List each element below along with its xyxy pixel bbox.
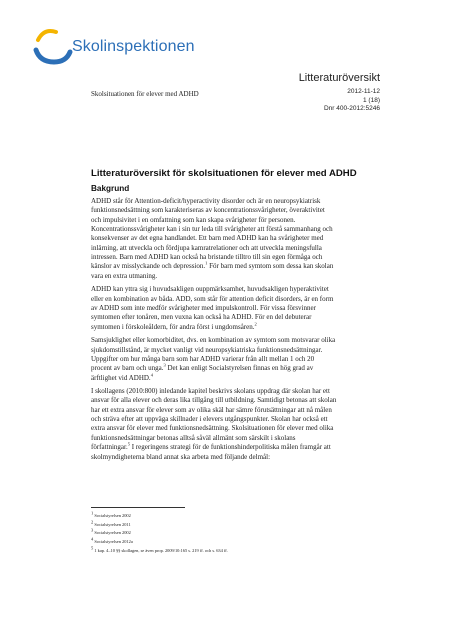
text-line: Samsjuklighet eller komorbiditet, dvs. en kombination av symtom som motsvarar olika — [91, 336, 336, 345]
text-line — [91, 262, 381, 271]
text-line: extra ansvar för elever med funktionsnedsättning. Skolsituationen för elever med olika — [91, 424, 334, 433]
footnote-ref: 5 — [127, 441, 130, 447]
document-type: Litteraturöversikt — [298, 72, 380, 84]
paragraph-4 — [91, 387, 381, 462]
paragraph-3 — [91, 336, 381, 383]
text-line: symtomen efter tonåren, men vuxna kan också ha ADHD. För en del debuterar — [91, 313, 312, 322]
footnote-text: Socialstyrelsen 2002 — [94, 530, 131, 536]
footnote-ref: 3 — [163, 362, 166, 368]
footnote — [91, 547, 228, 556]
footnote-ref: 1 — [205, 261, 208, 267]
text-line: I skollagens (2010:800) inledande kapitel beskrivs skolans uppdrag där skolan har ett — [91, 387, 330, 396]
text-line: har ett extra ansvar för elever som av olika skäl har sämre förutsättningar att nå målen — [91, 405, 332, 414]
body-text — [91, 197, 381, 466]
logo-text: Skolinspektionen — [72, 38, 195, 55]
footnote-divider — [91, 507, 185, 508]
text-segment: ärftlighet vid ADHD. — [91, 373, 151, 382]
footnote — [91, 529, 228, 538]
logo-mark-icon — [32, 26, 76, 68]
footnote-text: Socialstyrelsen 2002 — [94, 513, 131, 518]
section-heading: Bakgrund — [91, 184, 130, 193]
paragraph-1 — [91, 197, 381, 281]
document-subject: Skolsituationen för elever med ADHD — [91, 90, 199, 98]
footnote-ref: 4 — [150, 372, 153, 378]
footnote-number: 5 — [91, 545, 94, 551]
text-line: konsekvenser av det egna handlandet. Ett barn med ADHD kan ha svårigheter med — [91, 234, 324, 243]
text-line: funktionsnedsättning som karakteriseras av koncentrationssvårigheter, överaktivitet — [91, 206, 325, 215]
footnote — [91, 538, 228, 547]
page-number: 1 (18) — [363, 96, 380, 104]
text-segment: symtomen i förskoleåldern, för andra först i ungdomsåren. — [91, 322, 255, 331]
text-line: av ADHD som inte medför svårigheter med impulskontroll. För vissa försvinner — [91, 303, 316, 312]
text-line: Uppgifter om hur många barn som har ADHD varierar från allt mellan 1 och 20 — [91, 354, 315, 363]
footnote-text: Socialstyrelsen 2012a — [94, 539, 133, 545]
footnote-text: Socialstyrelsen 2011 — [94, 521, 131, 527]
footnote — [91, 512, 228, 521]
document-date: 2012-11-12 — [347, 88, 380, 95]
text-segment: författningar. — [91, 443, 128, 452]
text-line: och sträva efter att uppväga skillnader i elevers utgångspunkter. Skolan har också ett — [91, 415, 328, 424]
text-line: sjukdomstillstånd, är mycket vanligt vid neuropsykiatriska funktionsnedsättningar. — [91, 345, 323, 354]
footnote-number: 3 — [91, 527, 94, 533]
text-line — [91, 364, 381, 373]
text-segment: I regeringens strategi för de funktionshinderpolitiska målen framgår att — [130, 443, 331, 452]
text-line: ADHD står för Attention-deficit/hyperactivity disorder och är en neuropsykiatrisk — [91, 197, 321, 205]
text-line: ADHD kan yttra sig i huvudsakligen ouppmärksamhet, huvudsakligen hyperaktivitet — [91, 285, 329, 294]
text-line — [91, 443, 381, 452]
text-segment: För barn med symtom som dessa kan skolan — [207, 262, 334, 271]
text-line: inlärning, att utveckla och fördjupa kamratrelationer och att utveckla meningsfulla — [91, 243, 322, 252]
document-meta — [324, 88, 380, 114]
text-line: eller en kombination av båda. ADD, som står för attention deficit disorders, är en form — [91, 294, 334, 303]
text-line — [91, 374, 381, 383]
text-segment: känslor av misslyckande och depression. — [91, 262, 206, 271]
text-line: ansvar för alla elever och deras lika tillgång till utbildning. Samtidigt betonas att skolan — [91, 396, 337, 405]
footnote-number: 2 — [91, 519, 94, 525]
footnotes — [91, 512, 228, 556]
footnote-number: 1 — [91, 510, 94, 516]
footnote — [91, 521, 228, 530]
text-line: Koncentrationssvårigheter kan i sin tur leda till svårigheter att förstå sammanhang och — [91, 225, 333, 234]
footnote-number: 4 — [91, 536, 94, 542]
text-line: funktionsnedsättningar betonas alltså såväl allmänt som särskilt i skolans — [91, 433, 296, 442]
text-line: vara en extra utmaning. — [91, 271, 158, 280]
text-line: och impulsivitet i en omfattning som kan skapa svårigheter för personen. — [91, 215, 296, 224]
skolinspektionen-logo — [32, 26, 202, 68]
footnote-ref: 2 — [254, 321, 257, 327]
text-segment: Det kan enligt Socialstyrelsen finnas en hög grad av — [165, 364, 314, 373]
footnote-text: 1 kap. 4–10 §§ skollagen, se även prop. 2009/10:165 s. 219 ff. och s. 634 ff. — [94, 547, 228, 553]
text-line — [91, 323, 381, 332]
paragraph-2 — [91, 285, 381, 332]
text-line: skolmyndigheterna bland annat ska arbeta med följande delmål: — [91, 452, 271, 461]
text-line: intressen. Barn med ADHD kan också ha bristande tilltro till sin egen förmåga och — [91, 253, 323, 262]
document-title: Litteraturöversikt för skolsituationen för elever med ADHD — [91, 168, 357, 179]
text-segment: procent av barn och unga. — [91, 364, 164, 373]
dnr-number: Dnr 400-2012:5246 — [323, 105, 380, 112]
